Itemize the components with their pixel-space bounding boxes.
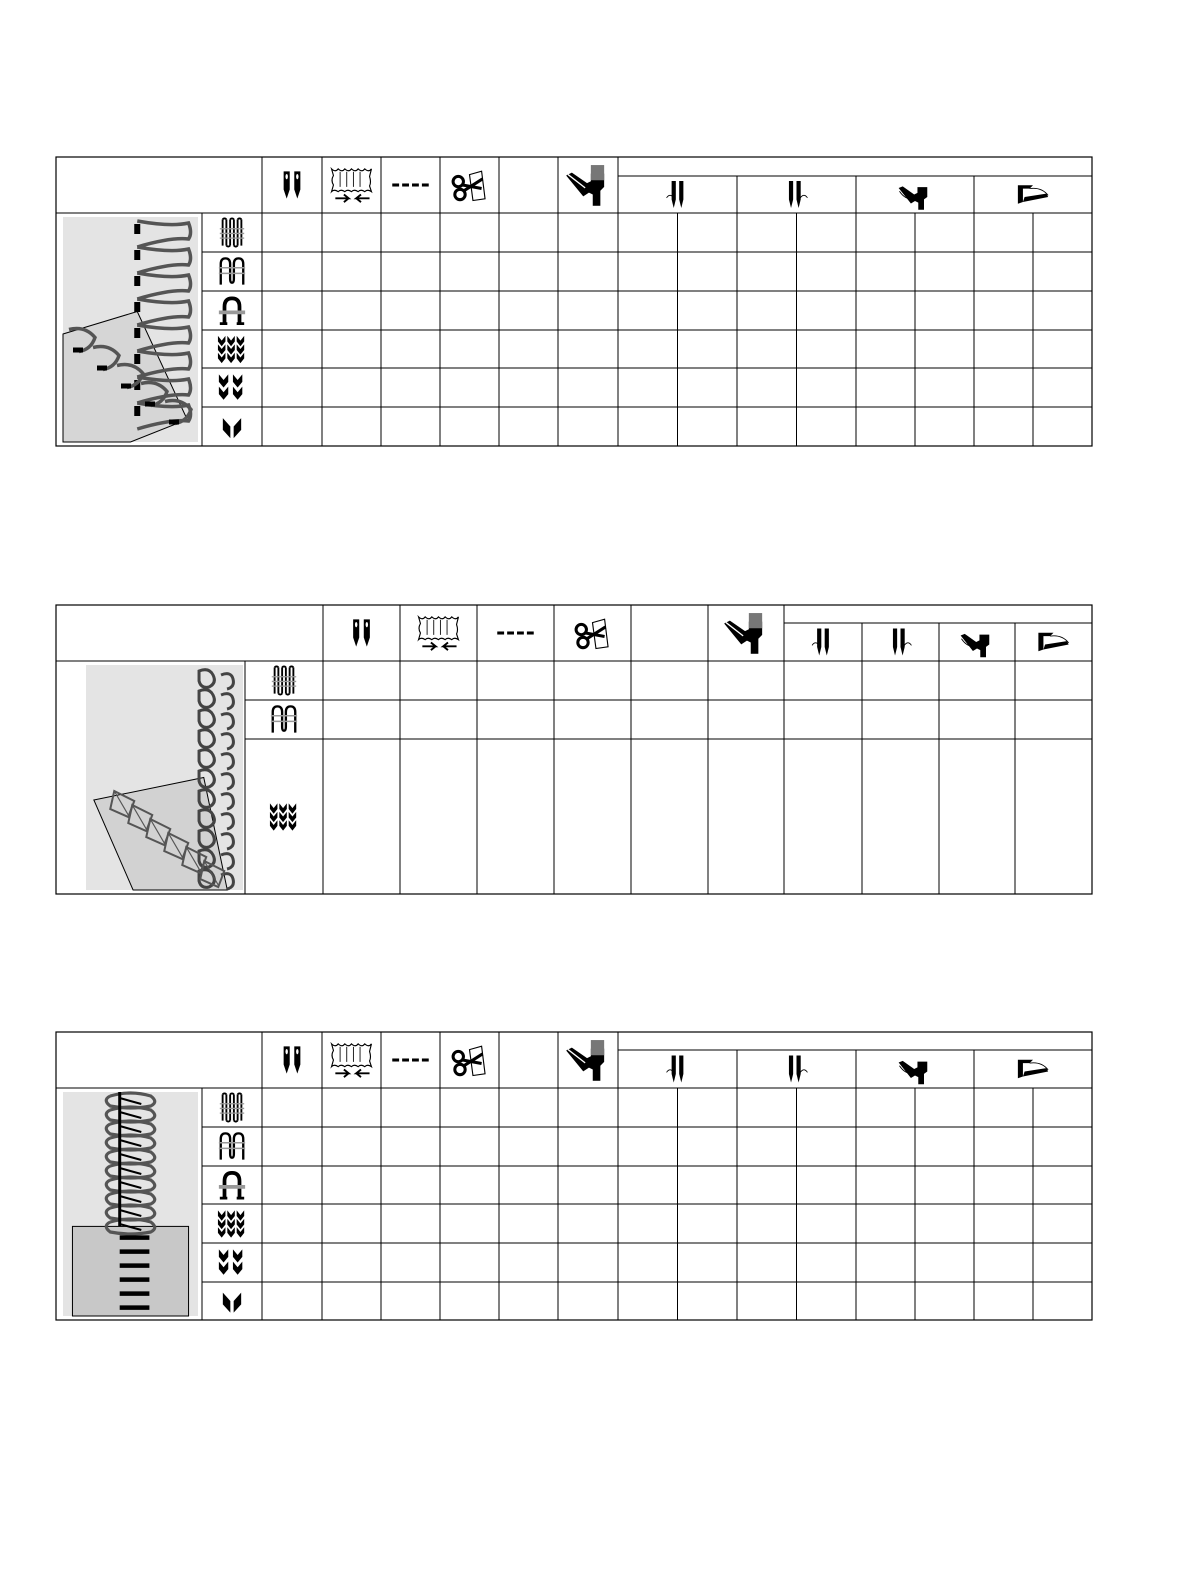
right-needle-tension-icon <box>789 1056 807 1083</box>
stitch-length-icon <box>497 631 533 634</box>
stitch-length-icon <box>392 183 428 186</box>
upper-looper-tension-icon <box>899 1061 928 1086</box>
fine-knit-icon <box>223 1293 241 1313</box>
stretch-fabric-icon <box>219 298 245 323</box>
lower-looper-tension-icon <box>1018 1060 1048 1078</box>
cutting-width-icon <box>576 619 608 648</box>
medium-fabric-icon <box>219 258 245 284</box>
upper-looper-tension-icon <box>899 186 928 211</box>
twin-needle-icon <box>284 1046 301 1073</box>
differential-feed-icon <box>419 617 459 650</box>
differential-feed-icon <box>332 1044 372 1077</box>
left-needle-tension-icon <box>667 1056 684 1083</box>
medium-knit-icon <box>219 1249 242 1274</box>
fine-knit-icon <box>223 418 241 438</box>
hem-seam-illustration <box>63 1092 198 1316</box>
light-fabric-icon <box>220 218 244 246</box>
heavy-knit-icon <box>218 336 244 363</box>
twin-needle-icon <box>284 171 301 198</box>
corner-coverlock-illustration <box>86 665 243 890</box>
settings-table <box>56 605 1092 894</box>
stitch-length-icon <box>392 1058 428 1061</box>
cutting-width-icon <box>453 171 485 200</box>
corner-overlock-illustration <box>63 217 198 442</box>
presser-foot-icon <box>566 1040 604 1081</box>
heavy-knit-icon <box>270 803 296 830</box>
lower-looper-tension-icon <box>1018 185 1048 203</box>
presser-foot-icon <box>566 165 604 206</box>
light-fabric-icon <box>272 666 296 694</box>
settings-table <box>56 157 1092 446</box>
upper-looper-tension-icon <box>961 634 990 659</box>
heavy-knit-icon <box>218 1210 244 1237</box>
twin-needle-icon <box>353 619 370 646</box>
lower-looper-tension-icon <box>1038 633 1068 651</box>
cutting-width-icon <box>453 1046 485 1075</box>
light-fabric-icon <box>220 1093 244 1121</box>
table-frame <box>56 1032 1092 1320</box>
table-frame <box>56 157 1092 446</box>
settings-table <box>56 1032 1092 1320</box>
stretch-fabric-icon <box>219 1173 245 1198</box>
left-needle-tension-icon <box>812 629 829 656</box>
medium-fabric-icon <box>219 1133 245 1159</box>
presser-foot-icon <box>724 613 762 654</box>
right-needle-tension-icon <box>893 629 911 656</box>
left-needle-tension-icon <box>667 181 684 208</box>
medium-fabric-icon <box>271 706 297 732</box>
right-needle-tension-icon <box>789 181 807 208</box>
medium-knit-icon <box>219 374 242 399</box>
differential-feed-icon <box>332 169 372 202</box>
